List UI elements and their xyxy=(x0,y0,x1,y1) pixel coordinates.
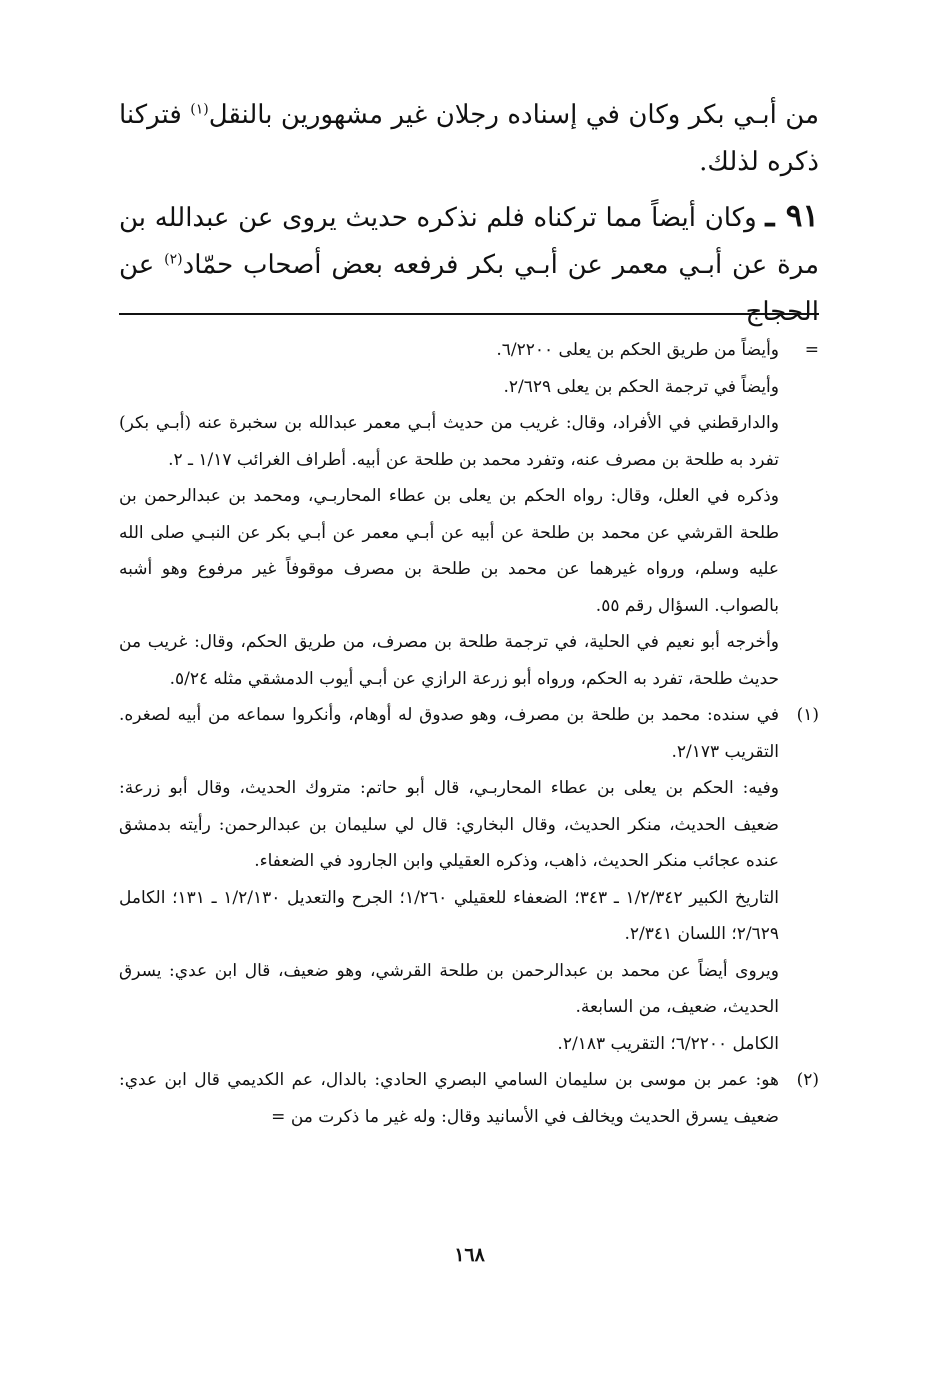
item-number: ٩١ ـ xyxy=(765,198,819,234)
footnote-line: الكامل ٦/٢٢٠٠؛ التقريب ٢/١٨٣. xyxy=(557,1033,779,1054)
main-text xyxy=(119,92,819,336)
page-number: ١٦٨ xyxy=(454,1244,485,1266)
paragraph-1 xyxy=(119,92,819,186)
footnote-line: في سنده: محمد بن طلحة بن مصرف، وهو صدوق له أوهام، وأنكروا سماعه من أبيه لصغره. التقريب ٢/١٧٣. xyxy=(119,705,779,762)
footnote-line: ويروى أيضاً عن محمد بن عبدالرحمن بن طلحة القرشي، وهو ضعيف، قال ابن عدي: يسرق الحديث، ضعيف، من السابعة. xyxy=(119,960,779,1017)
footnote-continued xyxy=(119,332,819,697)
footnote-1 xyxy=(119,697,819,1062)
footnote-1-label: (١) xyxy=(796,705,819,725)
continuation-marker: = xyxy=(804,340,819,360)
continuation-marker-end: = xyxy=(271,1106,286,1127)
footnote-line: وأخرجه أبو نعيم في الحلية، في ترجمة طلحة بن مصرف، من طريق الحكم، وقال: غريب من حديث طلحة، تفرد به الحكم، ورواه أبو زرعة الرازي عن أبـي أيوب الدمشقي مثله ٥/٢٤. xyxy=(119,632,779,689)
paragraph-91-text: وكان أيضاً مما تركناه فلم نذكره حديث يروى عن عبدالله بن مرة عن أبـي معمر عن أبـي بكر فرفعه بعض أصحاب حمّاد xyxy=(119,203,820,280)
footnote-ref-1: (١) xyxy=(190,101,209,118)
footnote-line: وأيضاً من طريق الحكم بن يعلى ٦/٢٢٠٠. xyxy=(496,340,779,360)
footnote-ref-2: (٢) xyxy=(164,251,183,268)
footnote-line: وأيضاً في ترجمة الحكم بن يعلى ٢/٦٢٩. xyxy=(503,376,779,397)
footnote-line: وفيه: الحكم بن يعلى بن عطاء المحاربـي، قال أبو حاتم: متروك الحديث، وقال أبو زرعة: ضعيف الحديث، منكر الحديث، وقال البخاري: قال لي سليمان بن عبدالرحمن: رأيته بدمشق عنده عجائب منكر الحديث، ذاهب، وذكره العقيلي وابن الجارود في الضعفاء. xyxy=(119,778,779,871)
footnote-line: التاريخ الكبير ١/٢/٣٤٢ ـ ٣٤٣؛ الضعفاء للعقيلي ١/٢٦٠؛ الجرح والتعديل ١/٢/١٣٠ ـ ١٣١؛ الكامل ٢/٦٢٩؛ اللسان ٢/٣٤١. xyxy=(119,887,779,944)
paragraph-91-rest: عن الحجاج xyxy=(119,250,819,327)
footnote-2 xyxy=(119,1062,819,1135)
footnote-line: وذكره في العلل، وقال: رواه الحكم بن يعلى بن عطاء المحاربـي، ومحمد بن عبدالرحمن بن طلحة القرشي عن محمد بن طلحة عن أبيه عن أبـي معمر عن أبـي بكر عن النبـي صلى الله عليه وسلم، ورواه غيرهما عن محمد بن طلحة بن مصرف موقوفاً غير مرفوع وهو أشبه بالصواب. السؤال رقم ٥٥. xyxy=(119,486,779,616)
paragraph-1-text: من أبـي بكر وكان في إسناده رجلان غير مشهورين بالنقل xyxy=(208,100,820,130)
footnote-line: والدارقطني في الأفراد، وقال: غريب من حديث أبـي معمر عبدالله بن سخبرة عنه (أبـي بكر) تفرد به طلحة بن مصرف عنه، وتفرد محمد بن طلحة عن أبيه. أطراف الغرائب ١/١٧ ـ ٢. xyxy=(119,413,779,470)
footnotes xyxy=(119,332,819,1135)
footnote-2-label: (٢) xyxy=(796,1070,819,1090)
footnote-divider xyxy=(119,313,819,315)
paragraph-1-rest: فتركنا ذكره لذلك. xyxy=(119,100,819,177)
footnote-line xyxy=(119,1062,779,1135)
footnote-2-text: هو: عمر بن موسى بن سليمان السامي البصري الحادي: بالدال، عم الكديمي قال ابن عدي: ضعيف يسرق الحديث ويخالف في الأسانيد وقال: وله غير ما ذكرت من xyxy=(119,1070,779,1127)
